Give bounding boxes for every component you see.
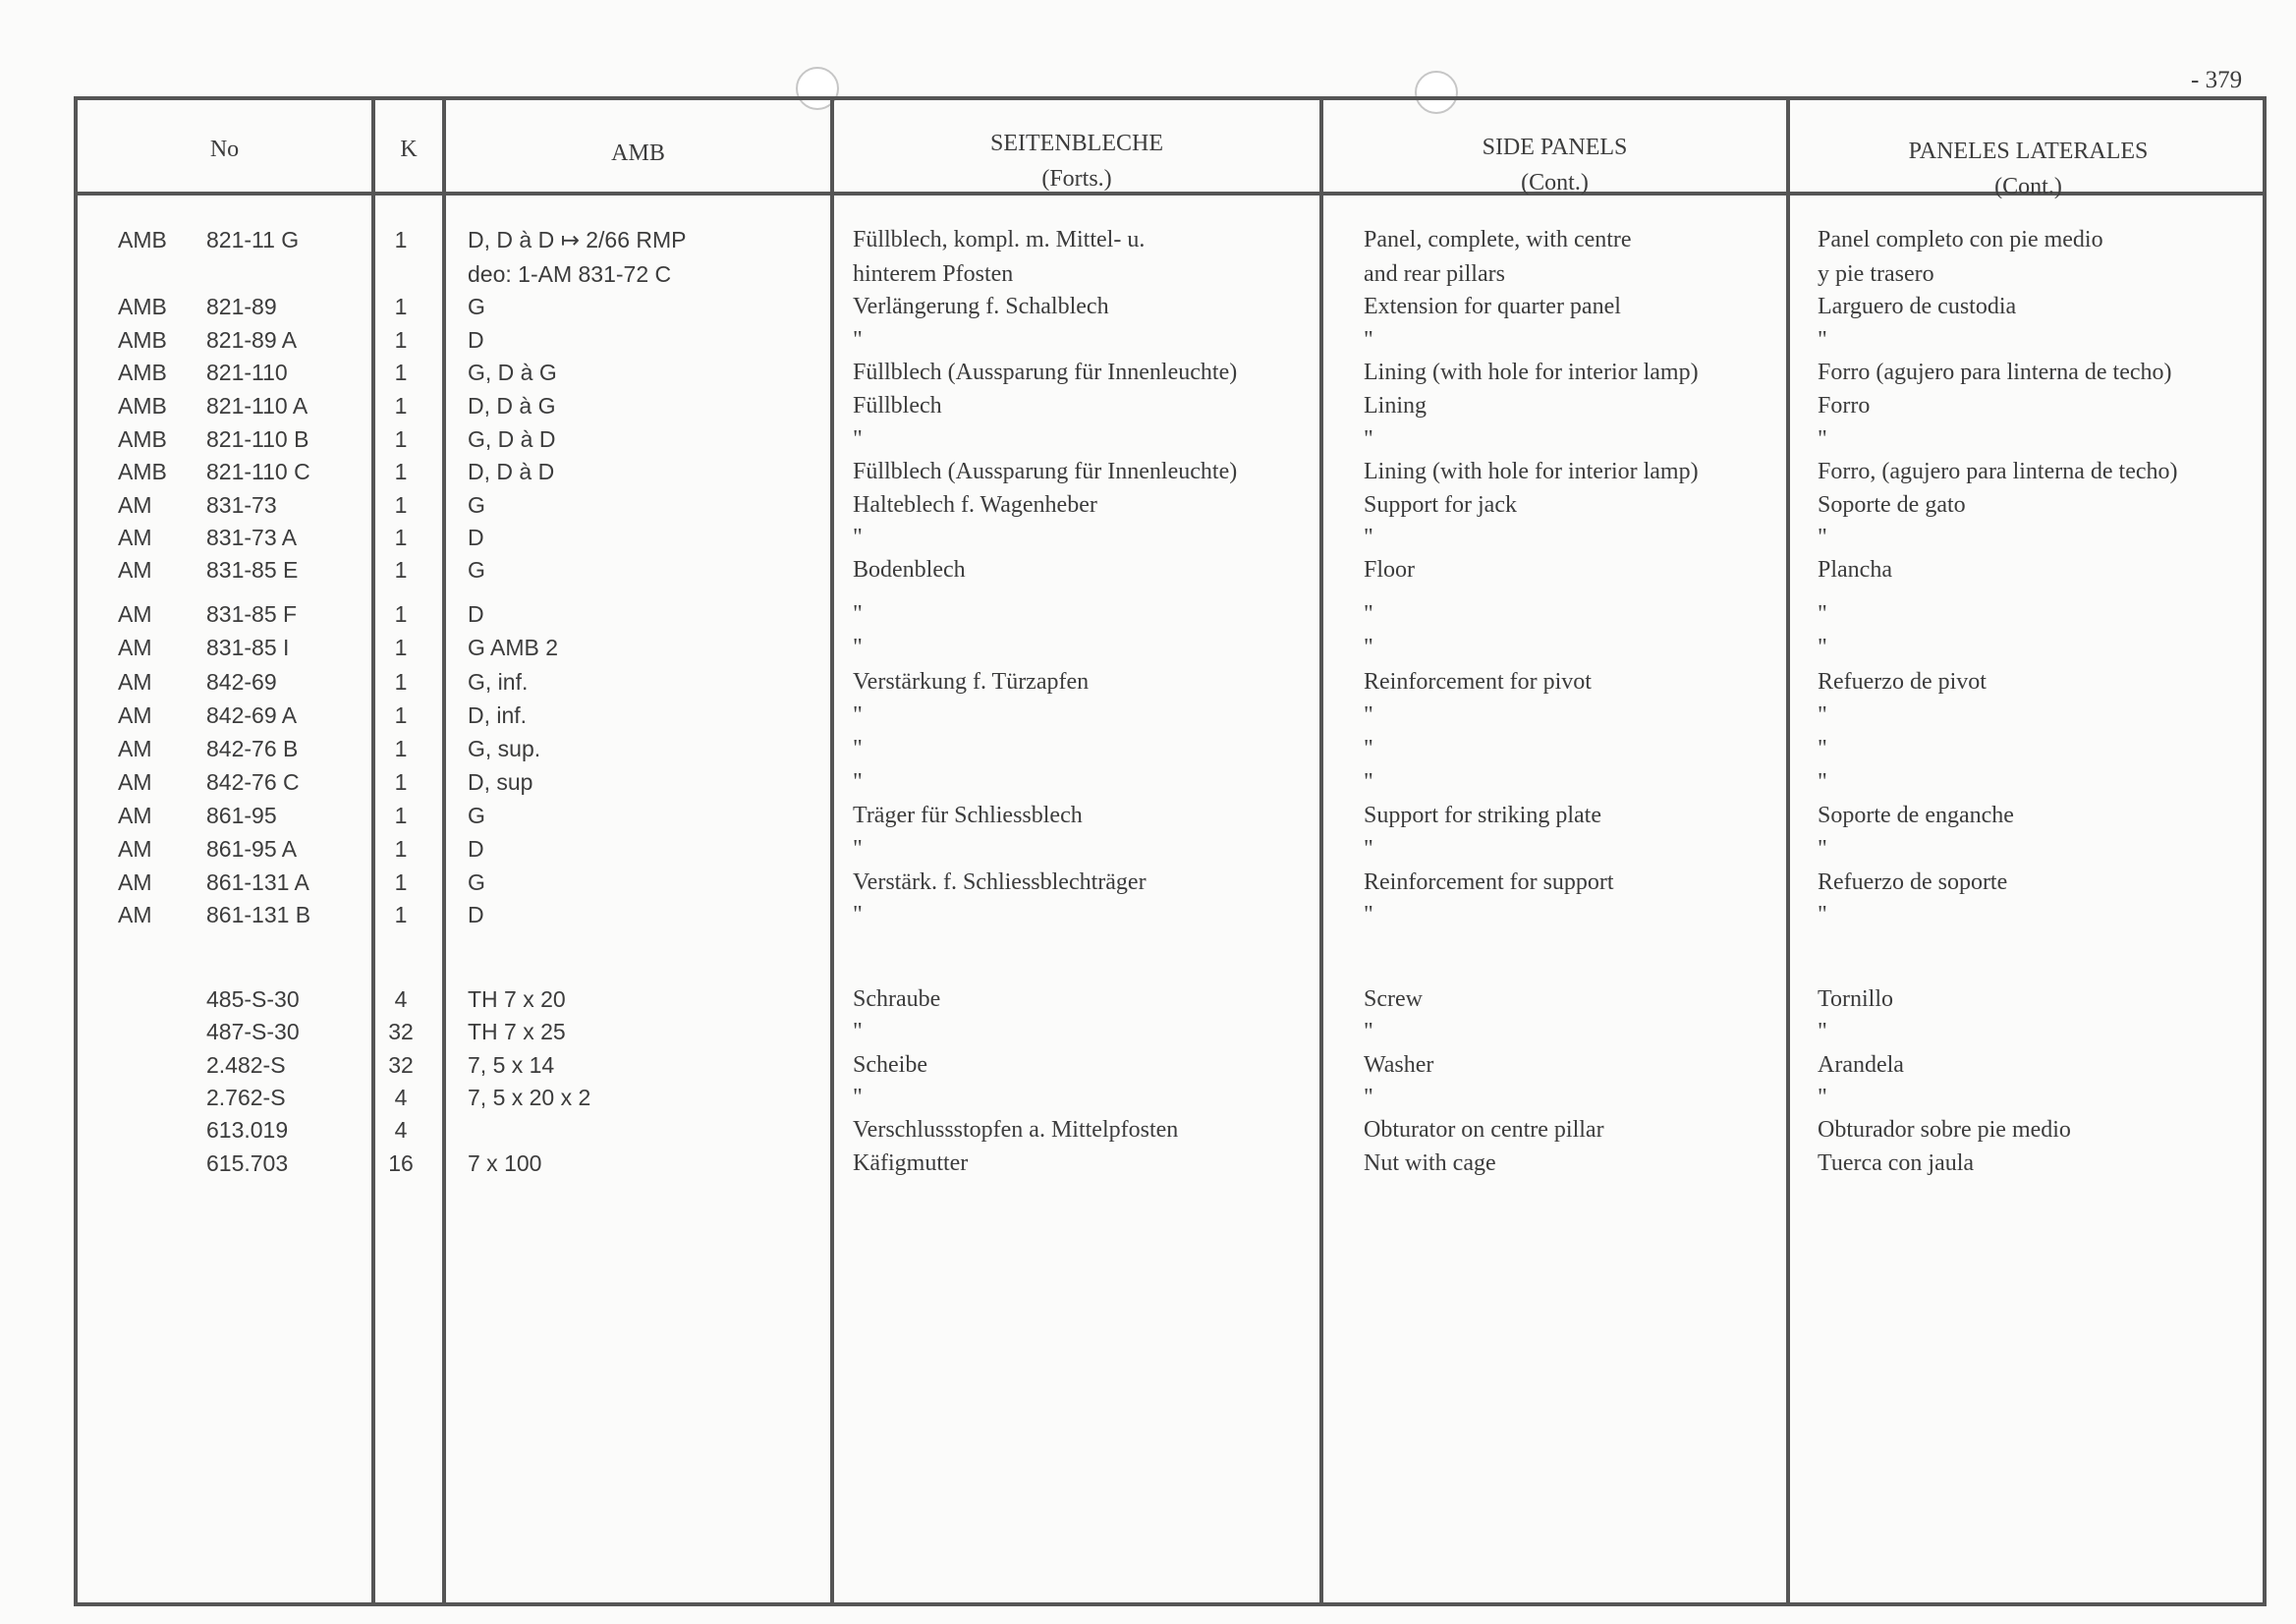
part-number-cell: 861-131 B: [206, 902, 311, 927]
part-number-cell: 821-89 A: [206, 327, 298, 353]
spanish-description-cell: ": [1818, 769, 1827, 795]
amb-cell: D: [468, 327, 484, 353]
german-description-cell: Käfigmutter: [853, 1150, 969, 1176]
prefix-cell: AMB: [118, 426, 167, 452]
spanish-description-cell: Refuerzo de soporte: [1818, 869, 2008, 895]
quantity-cell: 1: [394, 803, 408, 828]
amb-cell: G: [468, 803, 485, 828]
amb-cell: G: [468, 294, 485, 319]
spanish-description-cell: Larguero de custodia: [1818, 294, 2017, 319]
english-description-cell: ": [1364, 736, 1373, 761]
amb-cell: TH 7 x 25: [468, 1019, 566, 1044]
english-description-cell: and rear pillars: [1364, 261, 1505, 287]
german-description-cell: ": [853, 736, 863, 761]
english-description-cell: ": [1364, 327, 1373, 353]
header-en: [1323, 130, 1786, 200]
prefix-cell: AM: [118, 669, 152, 695]
quantity-cell: 1: [394, 227, 408, 252]
english-description-cell: Support for striking plate: [1364, 803, 1601, 828]
prefix-cell: AM: [118, 601, 152, 627]
header-es-subtitle: (Cont.): [1994, 174, 2062, 199]
spanish-description-cell: ": [1818, 702, 1827, 728]
amb-cell: TH 7 x 20: [468, 986, 566, 1012]
quantity-cell: 1: [394, 902, 408, 927]
english-description-cell: ": [1364, 702, 1373, 728]
header-es-title: PANELES LATERALES: [1908, 139, 2149, 164]
english-description-cell: ": [1364, 902, 1373, 927]
english-description-cell: Lining (with hole for interior lamp): [1364, 459, 1699, 484]
amb-cell: G, D à D: [468, 426, 556, 452]
german-description-cell: hinterem Pfosten: [853, 261, 1014, 287]
english-description-cell: Screw: [1364, 986, 1423, 1012]
amb-cell: G, sup.: [468, 736, 541, 761]
part-number-cell: 831-85 E: [206, 557, 299, 583]
amb-cell: 7 x 100: [468, 1150, 542, 1176]
german-description-cell: ": [853, 769, 863, 795]
german-description-cell: Halteblech f. Wagenheber: [853, 492, 1097, 518]
quantity-cell: 1: [394, 492, 408, 518]
part-number-cell: 821-110 C: [206, 459, 310, 484]
column-divider-amb: [442, 96, 446, 1606]
spanish-description-cell: ": [1818, 635, 1827, 660]
part-number-cell: 842-69 A: [206, 702, 298, 728]
amb-cell: D: [468, 902, 484, 927]
part-number-cell: 487-S-30: [206, 1019, 300, 1044]
prefix-cell: AM: [118, 736, 152, 761]
part-number-cell: 821-89: [206, 294, 277, 319]
spanish-description-cell: ": [1818, 601, 1827, 627]
spanish-description-cell: Tuerca con jaula: [1818, 1150, 1975, 1176]
quantity-cell: 1: [394, 557, 408, 583]
english-description-cell: ": [1364, 525, 1373, 550]
quantity-cell: 1: [394, 669, 408, 695]
spanish-description-cell: ": [1818, 902, 1827, 927]
amb-cell: D: [468, 525, 484, 550]
spanish-description-cell: Obturador sobre pie medio: [1818, 1117, 2071, 1143]
german-description-cell: Füllblech, kompl. m. Mittel- u.: [853, 227, 1146, 252]
part-number-cell: 821-110: [206, 360, 288, 385]
spanish-description-cell: Soporte de gato: [1818, 492, 1966, 518]
english-description-cell: ": [1364, 836, 1373, 862]
german-description-cell: ": [853, 1019, 863, 1044]
amb-cell: G, D à G: [468, 360, 557, 385]
spanish-description-cell: Soporte de enganche: [1818, 803, 2014, 828]
quantity-cell: 1: [394, 525, 408, 550]
quantity-cell: 1: [394, 702, 408, 728]
amb-cell: D, D à G: [468, 393, 556, 419]
quantity-cell: 1: [394, 327, 408, 353]
amb-cell: D, sup: [468, 769, 533, 795]
english-description-cell: Support for jack: [1364, 492, 1517, 518]
english-description-cell: Obturator on centre pillar: [1364, 1117, 1604, 1143]
german-description-cell: Verstärk. f. Schliessblechträger: [853, 869, 1147, 895]
prefix-cell: AM: [118, 492, 152, 518]
spanish-description-cell: Forro, (agujero para linterna de techo): [1818, 459, 2178, 484]
header-en-subtitle: (Cont.): [1521, 170, 1589, 196]
german-description-cell: Bodenblech: [853, 557, 966, 583]
column-divider-es: [1786, 96, 1790, 1606]
amb-cell: 7, 5 x 20 x 2: [468, 1085, 591, 1110]
header-es: [1790, 134, 2267, 204]
spanish-description-cell: ": [1818, 1019, 1827, 1044]
prefix-cell: AM: [118, 769, 152, 795]
english-description-cell: Panel, complete, with centre: [1364, 227, 1632, 252]
german-description-cell: ": [853, 902, 863, 927]
prefix-cell: AM: [118, 525, 152, 550]
column-divider-k: [371, 96, 375, 1606]
header-de-subtitle: (Forts.): [1041, 166, 1112, 192]
english-description-cell: Reinforcement for pivot: [1364, 669, 1592, 695]
english-description-cell: Nut with cage: [1364, 1150, 1496, 1176]
quantity-cell: 1: [394, 769, 408, 795]
prefix-cell: AM: [118, 902, 152, 927]
amb-cell: D: [468, 601, 484, 627]
part-number-cell: 485-S-30: [206, 986, 300, 1012]
amb-cell: D, D à D: [468, 459, 555, 484]
part-number-cell: 861-95: [206, 803, 277, 828]
header-no: No: [209, 137, 240, 162]
amb-cell: deo: 1-AM 831-72 C: [468, 261, 672, 287]
header-k: K: [400, 137, 418, 162]
header-en-title: SIDE PANELS: [1482, 135, 1628, 160]
part-number-cell: 831-73: [206, 492, 277, 518]
prefix-cell: AM: [118, 869, 152, 895]
column-divider-en: [1319, 96, 1323, 1606]
german-description-cell: ": [853, 327, 863, 353]
german-description-cell: Verlängerung f. Schalblech: [853, 294, 1109, 319]
part-number-cell: 831-85 F: [206, 601, 298, 627]
amb-cell: G: [468, 557, 485, 583]
part-number-cell: 842-69: [206, 669, 277, 695]
spanish-description-cell: ": [1818, 426, 1827, 452]
prefix-cell: AMB: [118, 459, 167, 484]
quantity-cell: 1: [394, 426, 408, 452]
part-number-cell: 842-76 B: [206, 736, 299, 761]
german-description-cell: ": [853, 702, 863, 728]
german-description-cell: ": [853, 1085, 863, 1110]
spanish-description-cell: Arandela: [1818, 1052, 1904, 1078]
quantity-cell: 1: [394, 459, 408, 484]
quantity-cell: 1: [394, 635, 408, 660]
german-description-cell: Füllblech (Aussparung für Innenleuchte): [853, 360, 1238, 385]
quantity-cell: 4: [394, 1117, 408, 1143]
prefix-cell: AM: [118, 702, 152, 728]
prefix-cell: AM: [118, 836, 152, 862]
part-number-cell: 821-110 A: [206, 393, 308, 419]
amb-cell: G AMB 2: [468, 635, 559, 660]
spanish-description-cell: y pie trasero: [1818, 261, 1934, 287]
amb-cell: G, inf.: [468, 669, 529, 695]
german-description-cell: Träger für Schliessblech: [853, 803, 1083, 828]
spanish-description-cell: ": [1818, 736, 1827, 761]
german-description-cell: ": [853, 525, 863, 550]
english-description-cell: Lining (with hole for interior lamp): [1364, 360, 1699, 385]
spanish-description-cell: ": [1818, 836, 1827, 862]
english-description-cell: Lining: [1364, 393, 1427, 419]
spanish-description-cell: ": [1818, 1085, 1827, 1110]
amb-cell: D, inf.: [468, 702, 528, 728]
spanish-description-cell: ": [1818, 327, 1827, 353]
english-description-cell: ": [1364, 769, 1373, 795]
english-description-cell: ": [1364, 601, 1373, 627]
page-number: - 379: [2191, 67, 2243, 93]
quantity-cell: 4: [394, 1085, 408, 1110]
german-description-cell: Verschlussstopfen a. Mittelpfosten: [853, 1117, 1179, 1143]
prefix-cell: AM: [118, 635, 152, 660]
part-number-cell: 615.703: [206, 1150, 289, 1176]
german-description-cell: ": [853, 635, 863, 660]
prefix-cell: AMB: [118, 294, 167, 319]
spanish-description-cell: ": [1818, 525, 1827, 550]
amb-cell: D, D à D ↦ 2/66 RMP: [468, 227, 687, 252]
english-description-cell: Extension for quarter panel: [1364, 294, 1621, 319]
prefix-cell: AM: [118, 803, 152, 828]
prefix-cell: AMB: [118, 327, 167, 353]
amb-cell: D: [468, 836, 484, 862]
german-description-cell: ": [853, 836, 863, 862]
english-description-cell: ": [1364, 426, 1373, 452]
english-description-cell: ": [1364, 635, 1373, 660]
prefix-cell: AMB: [118, 227, 167, 252]
part-number-cell: 821-11 G: [206, 227, 300, 252]
german-description-cell: Verstärkung f. Türzapfen: [853, 669, 1090, 695]
part-number-cell: 831-85 I: [206, 635, 290, 660]
quantity-cell: 1: [394, 836, 408, 862]
english-description-cell: ": [1364, 1085, 1373, 1110]
spanish-description-cell: Tornillo: [1818, 986, 1893, 1012]
quantity-cell: 1: [394, 601, 408, 627]
part-number-cell: 861-95 A: [206, 836, 298, 862]
german-description-cell: ": [853, 601, 863, 627]
spanish-description-cell: Forro (agujero para linterna de techo): [1818, 360, 2172, 385]
english-description-cell: Washer: [1364, 1052, 1434, 1078]
spanish-description-cell: Forro: [1818, 393, 1871, 419]
german-description-cell: ": [853, 426, 863, 452]
amb-cell: G: [468, 492, 485, 518]
english-description-cell: Floor: [1364, 557, 1416, 583]
quantity-cell: 1: [394, 294, 408, 319]
prefix-cell: AMB: [118, 393, 167, 419]
prefix-cell: AMB: [118, 360, 167, 385]
quantity-cell: 4: [394, 986, 408, 1012]
header-amb: AMB: [611, 140, 665, 166]
german-description-cell: Füllblech (Aussparung für Innenleuchte): [853, 459, 1238, 484]
part-number-cell: 831-73 A: [206, 525, 298, 550]
german-description-cell: Schraube: [853, 986, 941, 1012]
quantity-cell: 32: [388, 1019, 414, 1044]
quantity-cell: 1: [394, 393, 408, 419]
part-number-cell: 842-76 C: [206, 769, 300, 795]
german-description-cell: Füllblech: [853, 393, 942, 419]
amb-cell: 7, 5 x 14: [468, 1052, 555, 1078]
german-description-cell: Scheibe: [853, 1052, 927, 1078]
spanish-description-cell: Refuerzo de pivot: [1818, 669, 1987, 695]
amb-cell: G: [468, 869, 485, 895]
spanish-description-cell: Panel completo con pie medio: [1818, 227, 2103, 252]
column-divider-de: [830, 96, 834, 1606]
quantity-cell: 1: [394, 360, 408, 385]
part-number-cell: 861-131 A: [206, 869, 309, 895]
quantity-cell: 1: [394, 869, 408, 895]
part-number-cell: 613.019: [206, 1117, 289, 1143]
part-number-cell: 821-110 B: [206, 426, 309, 452]
english-description-cell: Reinforcement for support: [1364, 869, 1614, 895]
header-de: [834, 126, 1319, 196]
prefix-cell: AM: [118, 557, 152, 583]
quantity-cell: 32: [388, 1052, 414, 1078]
header-de-title: SEITENBLECHE: [990, 131, 1163, 156]
english-description-cell: ": [1364, 1019, 1373, 1044]
spanish-description-cell: Plancha: [1818, 557, 1892, 583]
part-number-cell: 2.762-S: [206, 1085, 286, 1110]
quantity-cell: 1: [394, 736, 408, 761]
quantity-cell: 16: [388, 1150, 414, 1176]
part-number-cell: 2.482-S: [206, 1052, 286, 1078]
